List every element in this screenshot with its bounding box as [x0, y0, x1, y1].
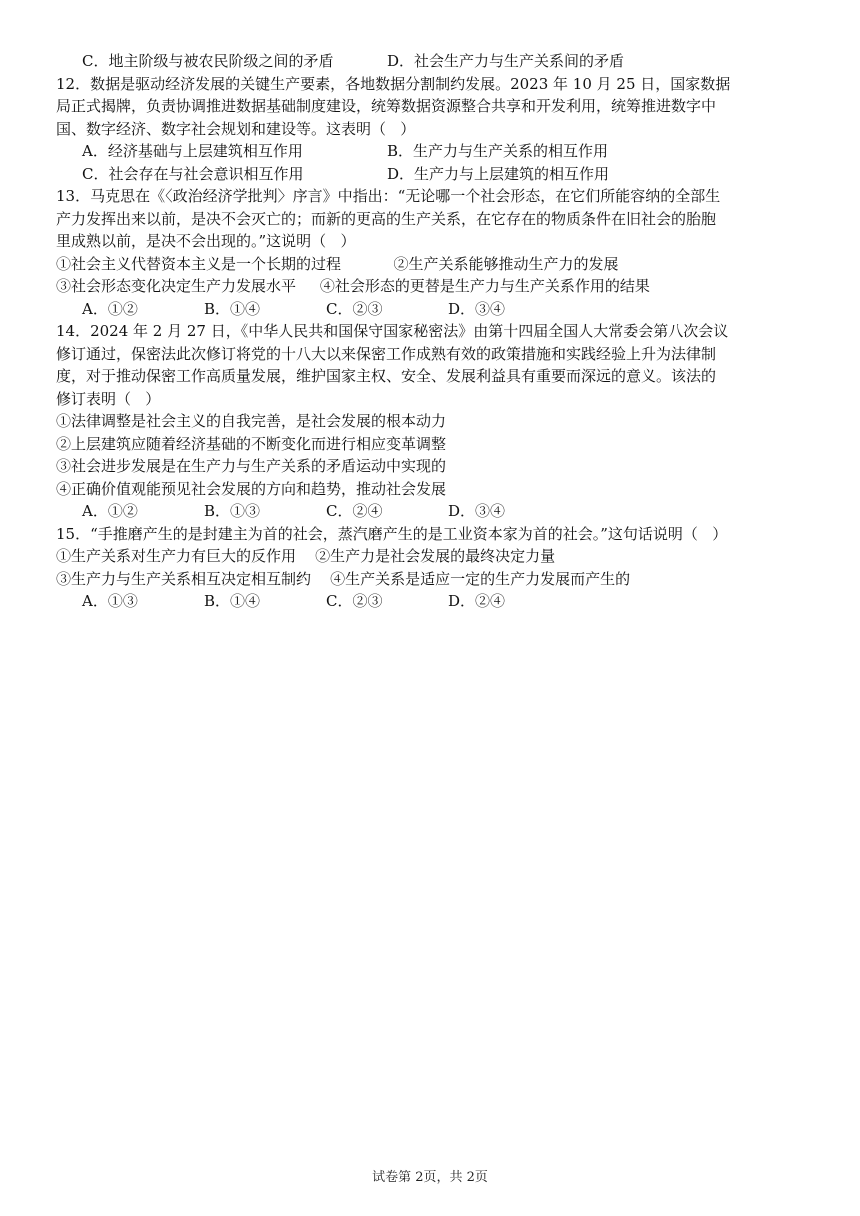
q14-stem-line: 修订通过，保密法此次修订将党的十八大以来保密工作成熟有效的政策措施和实践经验上升为法律制 — [56, 344, 717, 363]
q11-options-row — [56, 50, 816, 73]
q14-stem-line: 修订表明（ ） — [56, 389, 161, 408]
q14-stem-line: 14．2024 年 2 月 27 日，《中华人民共和国保守国家秘密法》由第十四届全国人大常委会第八次会议 — [56, 322, 729, 340]
q15-option-c: C．②③ — [326, 592, 383, 610]
question-15 — [56, 523, 816, 613]
q13-statements-row — [56, 275, 816, 298]
question-13 — [56, 185, 816, 320]
q15-option-a: A．①③ — [82, 592, 138, 610]
q14-statement-1: ①法律调整是社会主义的自我完善，是社会发展的根本动力 — [56, 412, 447, 430]
q12-options-row — [56, 163, 816, 186]
q13-statement-4: ④社会形态的更替是生产力与生产关系作用的结果 — [319, 277, 650, 295]
q15-statements-row: ③生产力与生产关系相互决定相互制约 ④生产关系是适应一定的生产力发展而产生的 — [56, 569, 631, 588]
question-14 — [56, 320, 816, 523]
question-content — [56, 50, 816, 613]
question-12 — [56, 73, 816, 186]
q14-statement-4: ④正确价值观能预见社会发展的方向和趋势，推动社会发展 — [56, 479, 447, 498]
q13-stem-line: 里成熟以前，是决不会出现的。”这说明（ ） — [56, 232, 356, 250]
q14-statement-2: ②上层建筑应随着经济基础的不断变化而进行相应变革调整 — [56, 434, 447, 453]
q12-stem-line: 局正式揭牌，负责协调推进数据基础制度建设，统筹数据资源整合共享和开发利用，统筹推进数字中 — [56, 97, 717, 115]
q13-options-row — [56, 298, 816, 321]
q14-option-c: C．②④ — [326, 502, 383, 520]
q15-stem-line: 15．“手推磨产生的是封建主为首的社会，蒸汽磨产生的是工业资本家为首的社会。”这句话说明（ ） — [56, 524, 728, 543]
q15-statements-row: ①生产关系对生产力有巨大的反作用 ②生产力是社会发展的最终决定力量 — [56, 547, 556, 565]
q13-option-b: B．①④ — [204, 299, 261, 318]
q13-stem-line: 13．马克思在《〈政治经济学批判〉序言》中指出：“无论哪一个社会形态，在它们所能容纳的全部生 — [56, 187, 721, 205]
q12-options-row — [56, 140, 816, 163]
q12-option-c: C．社会存在与社会意识相互作用 — [82, 164, 304, 183]
q14-option-d: D．③④ — [448, 502, 506, 520]
q13-option-c: C．②③ — [326, 299, 383, 318]
q14-options-row — [56, 500, 816, 523]
q14-option-b: B．①③ — [204, 502, 261, 520]
q13-statements-row — [56, 253, 816, 276]
q13-stem-line: 产力发挥出来以前，是决不会灭亡的；而新的更高的生产关系，在它存在的物质条件在旧社会的胎胞 — [56, 209, 717, 228]
q15-options-row — [56, 590, 816, 613]
q11-option-c: C．地主阶级与被农民阶级之间的矛盾 — [82, 52, 334, 70]
q12-option-a: A．经济基础与上层建筑相互作用 — [82, 142, 303, 160]
q12-stem-line: 国、数字经济、数字社会规划和建设等。这表明（ ） — [56, 119, 416, 138]
q13-option-d: D．③④ — [448, 299, 506, 318]
q15-option-b: B．①④ — [204, 592, 261, 610]
q13-statement-1: ①社会主义代替资本主义是一个长期的过程 — [56, 254, 342, 273]
q14-statement-3: ③社会进步发展是在生产力与生产关系的矛盾运动中实现的 — [56, 457, 447, 475]
page-footer: 试卷第 2页，共 2页 — [372, 1170, 488, 1185]
q12-option-b: B．生产力与生产关系的相互作用 — [387, 142, 609, 160]
q15-option-d: D．②④ — [448, 592, 506, 610]
q11-option-d: D．社会生产力与生产关系间的矛盾 — [387, 52, 625, 70]
q14-option-a: A．①② — [82, 502, 138, 520]
q12-stem-line: 12．数据是驱动经济发展的关键生产要素，各地数据分割制约发展。2023 年 10 月 25 日，国家数据 — [56, 74, 731, 93]
q13-option-a: A．①② — [82, 299, 138, 318]
q12-option-d: D．生产力与上层建筑的相互作用 — [387, 164, 610, 183]
q14-stem-line: 度，对于推动保密工作高质量发展，维护国家主权、安全、发展利益具有重要而深远的意义。该法的 — [56, 367, 717, 385]
q13-statement-3: ③社会形态变化决定生产力发展水平 — [56, 277, 297, 295]
q13-statement-2: ②生产关系能够推动生产力的发展 — [393, 254, 619, 273]
